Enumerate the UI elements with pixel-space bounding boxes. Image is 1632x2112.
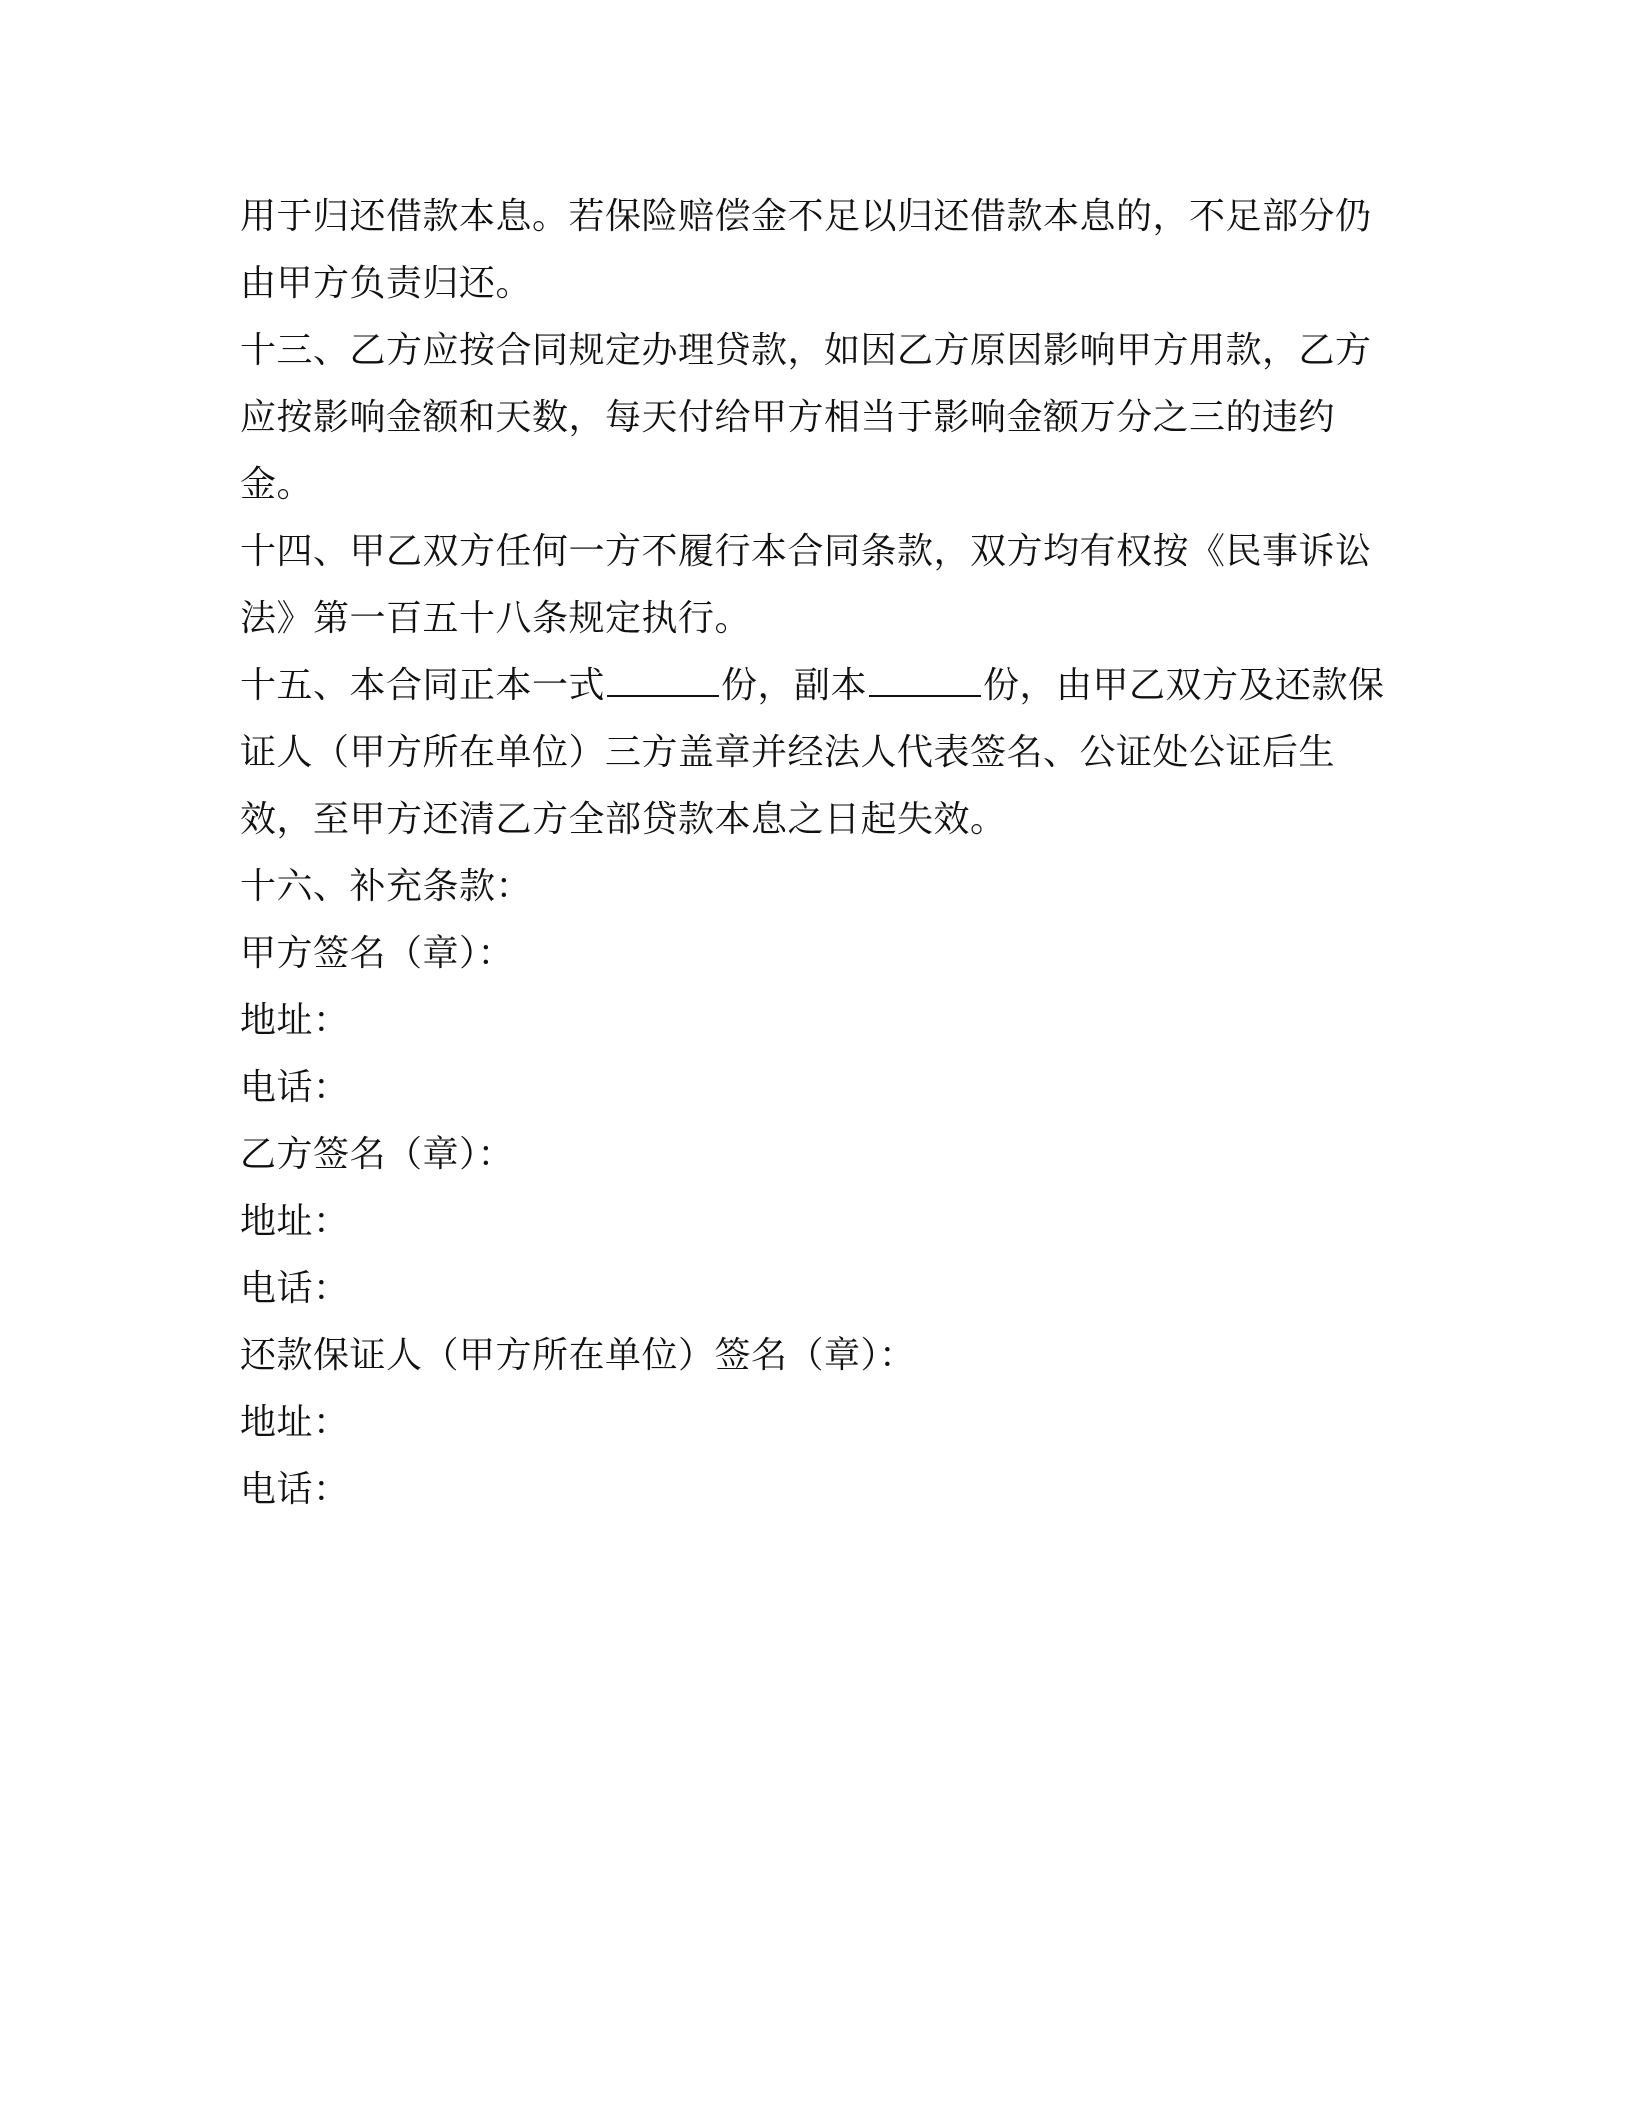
original-copies-blank[interactable] [607,655,719,697]
party-a-address: 地址： [240,1000,350,1041]
document-body [240,183,1400,1523]
guarantor-signature: 还款保证人（甲方所在单位）签名（章）： [240,1335,916,1376]
clause-15-part2: 份，副本 [721,665,868,706]
clause-15 [240,652,1400,853]
clause-14: 十四、甲乙双方任何一方不履行本合同条款，双方均有权按《民事诉讼法》第一百五十八条规定执行。 [240,531,1372,639]
party-a-signature: 甲方签名（章）： [240,933,515,974]
party-a-phone: 电话： [240,1067,350,1108]
party-b-signature: 乙方签名（章）： [240,1134,515,1175]
clause-15-part1: 十五、本合同正本一式 [240,665,606,706]
clause-15-part3: 份，由甲乙双方及还款保证人（甲方所在单位）三方盖章并经法人代表签名、公证处公证后生效，至甲方还清乙方全部贷款本息之日起失效。 [240,665,1385,840]
paragraph-12-continuation: 用于归还借款本息。若保险赔偿金不足以归还借款本息的，不足部分仍由甲方负责归还。 [240,196,1372,304]
duplicate-copies-blank[interactable] [869,655,981,697]
guarantor-phone: 电话： [240,1469,350,1510]
clause-16: 十六、补充条款： [240,866,533,907]
party-b-phone: 电话： [240,1268,350,1309]
guarantor-address: 地址： [240,1402,350,1443]
clause-13: 十三、乙方应按合同规定办理贷款，如因乙方原因影响甲方用款，乙方应按影响金额和天数，每天付给甲方相当于影响金额万分之三的违约金。 [240,330,1372,505]
party-b-address: 地址： [240,1201,350,1242]
